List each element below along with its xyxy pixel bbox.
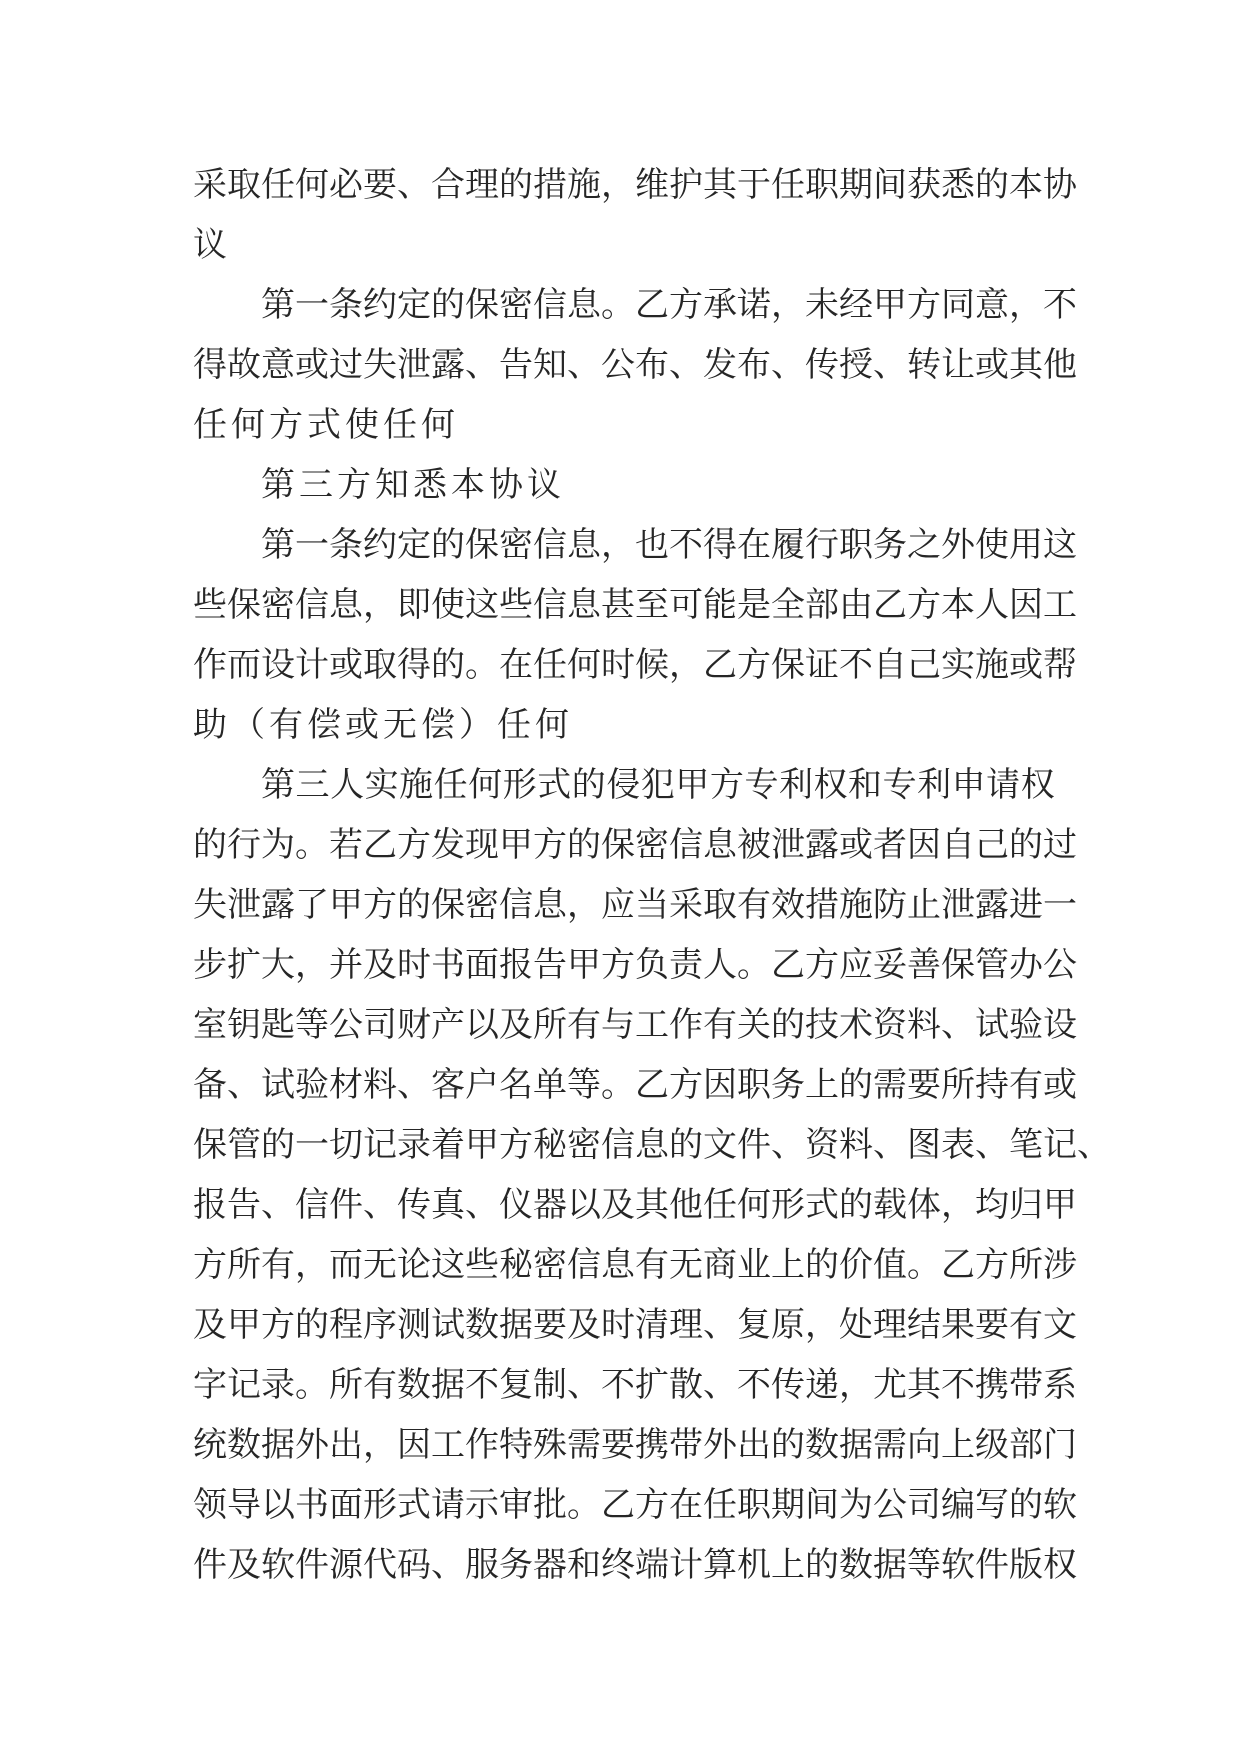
text-line: 第 一 条 约 定 的 保 密 信 息 ， 也 不 得 在 履 行 职 务 之 外 使 用 这: [261, 525, 1077, 565]
text-line: 第 一 条 约 定 的 保 密 信 息 。 乙 方 承 诺 ， 未 经 甲 方 同 意 ， 不: [261, 285, 1077, 325]
text-line: 采 取 任 何 必 要 、 合 理 的 措 施 ， 维 护 其 于 任 职 期 间 获 悉 的 本 协: [193, 165, 1077, 205]
text-line: 方 所 有 ， 而 无 论 这 些 秘 密 信 息 有 无 商 业 上 的 价 值 。 乙 方 所 涉: [193, 1245, 1077, 1285]
text-line: 及 甲 方 的 程 序 测 试 数 据 要 及 时 清 理 、 复 原 ， 处 理 结 果 要 有 文: [193, 1305, 1077, 1345]
text-line: 统 数 据 外 出 ， 因 工 作 特 殊 需 要 携 带 外 出 的 数 据 需 向 上 级 部 门: [193, 1425, 1077, 1465]
text-line: 步 扩 大 ， 并 及 时 书 面 报 告 甲 方 负 责 人 。 乙 方 应 妥 善 保 管 办 公: [193, 945, 1077, 985]
text-line: 作 而 设 计 或 取 得 的 。 在 任 何 时 候 ， 乙 方 保 证 不 自 己 实 施 或 帮: [193, 645, 1077, 685]
text-line: 议: [193, 225, 231, 265]
text-line: 件 及 软 件 源 代 码 、 服 务 器 和 终 端 计 算 机 上 的 数 据 等 软 件 版 权: [193, 1545, 1077, 1585]
text-line: 助（有偿或无偿）任何: [193, 705, 573, 745]
text-line: 第三方知悉本协议: [261, 465, 565, 505]
text-line: 的 行 为 。 若 乙 方 发 现 甲 方 的 保 密 信 息 被 泄 露 或 者 因 自 己 的 过: [193, 825, 1077, 865]
text-line: 些 保 密 信 息 ， 即 使 这 些 信 息 甚 至 可 能 是 全 部 由 乙 方 本 人 因 工: [193, 585, 1077, 625]
text-line: 保 管 的 一 切 记 录 着 甲 方 秘 密 信 息 的 文 件 、 资 料 、 图 表 、 笔 记 、: [193, 1125, 1111, 1165]
text-line: 失 泄 露 了 甲 方 的 保 密 信 息 ， 应 当 采 取 有 效 措 施 防 止 泄 露 进 一: [193, 885, 1077, 925]
text-line: 字 记 录 。 所 有 数 据 不 复 制 、 不 扩 散 、 不 传 递 ， 尤 其 不 携 带 系: [193, 1365, 1077, 1405]
document-page: [193, 155, 1111, 1595]
text-line: 得 故 意 或 过 失 泄 露 、 告 知 、 公 布 、 发 布 、 传 授 、 转 让 或 其 他: [193, 345, 1077, 385]
text-line: 领 导 以 书 面 形 式 请 示 审 批 。 乙 方 在 任 职 期 间 为 公 司 编 写 的 软: [193, 1485, 1077, 1525]
text-line: 第 三 人 实 施 任 何 形 式 的 侵 犯 甲 方 专 利 权 和 专 利 申 请 权: [261, 765, 1055, 805]
text-line: 备 、 试 验 材 料 、 客 户 名 单 等 。 乙 方 因 职 务 上 的 需 要 所 持 有 或: [193, 1065, 1077, 1105]
text-line: 任何方式使任何: [193, 405, 459, 445]
text-line: 室 钥 匙 等 公 司 财 产 以 及 所 有 与 工 作 有 关 的 技 术 资 料 、 试 验 设: [193, 1005, 1077, 1045]
text-line: 报 告 、 信 件 、 传 真 、 仪 器 以 及 其 他 任 何 形 式 的 载 体 ， 均 归 甲: [193, 1185, 1077, 1225]
